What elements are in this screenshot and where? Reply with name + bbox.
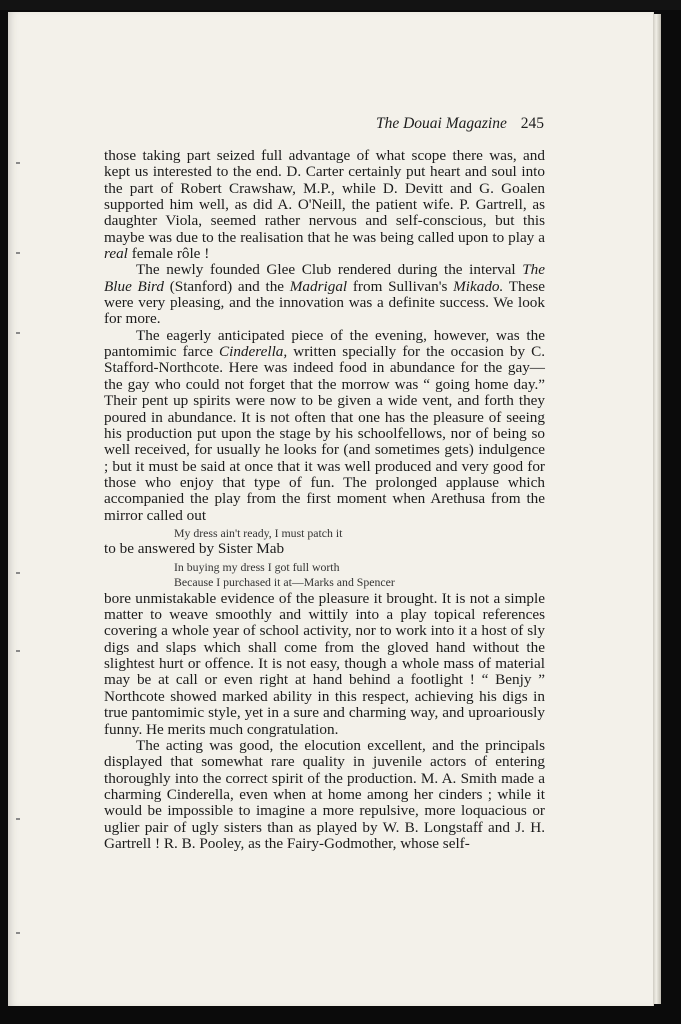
quote-sister-mab	[174, 560, 545, 591]
text-run: (Stanford) and the	[169, 277, 285, 295]
page-number: 245	[520, 115, 544, 132]
scan-top-band	[0, 0, 681, 10]
line-between-quotes: to be answered by Sister Mab	[104, 540, 285, 558]
paragraph-continued	[104, 148, 545, 262]
paragraph-text: those taking part seized full advantage of what scope there was, and kept us interested to the end. D. Carter certainly put heart and soul into the part of Robert Crawshaw, M.P., while D. Devitt and G. Goalen supported him well, as did A. O'Neill, the patient wife. P. Gartrell, as daughter Viola, seemed rather nervous and self-conscious, but this maybe was due to the realisation that he was being called upon to play a	[104, 147, 545, 246]
page-edge	[653, 14, 661, 1004]
quote-line: In buying my dress I got full worth	[174, 559, 340, 574]
italic-word: real	[104, 245, 128, 263]
paragraph-cinderella	[104, 328, 545, 524]
quote-line: My dress ain't ready, I must patch it	[174, 525, 343, 540]
paragraph-evidence: bore unmistakable evidence of the pleasure it brought. It is not a simple matter to weave smoothly and wittily into a play topical references covering a whole year of school activity, nor to work into it a host of sly digs and slaps which shall come from the gloved hand without the slightest hurt or offence. It is not easy, though a whole mass of material may be at call or even right at hand behind a footlight ! “ Benjy ” Northcote showed marked ability in this respect, achieving his digs in true pantomimic style, yet in a sure and charming way, and uproariously funny. He merits much congratulation.	[104, 589, 545, 738]
paragraph-acting: The acting was good, the elocution excellent, and the principals displayed that somewhat rare quality in juvenile actors of entering thoroughly into the correct spirit of the production. M. A. Smith made a charming Cinderella, even when at home among her cinders ; while it would be impossible to imagine a more repulsive, more loquacious or uglier pair of ugly sisters than as played by W. B. Longstaff and J. H. Gartrell ! R. B. Pooley, as the Fairy-Godmother, whose self-	[104, 736, 545, 852]
italic-title: Cinderella,	[218, 343, 288, 361]
magazine-title: The Douai Magazine	[375, 115, 507, 132]
text-run: The eagerly anticipated piece of the evening, however, was the pantomimic farce	[104, 326, 545, 361]
italic-title: Madrigal	[289, 277, 348, 295]
italic-title: Mikado.	[453, 277, 504, 295]
text-run: The newly founded Glee Club rendered during the interval	[136, 261, 516, 279]
text-run: These were very pleasing, and the innovation was a definite success. We look for more.	[104, 277, 546, 328]
article-body	[104, 148, 545, 852]
text-run: written specially for the occasion by C. Stafford-Northcote. Here was indeed food in abundance for the gay—the gay who could not forget that the morrow was “ going home day.” Their pent up spirits were now to be given a wide vent, and forth they poured in abundance. It is not often that one has the pleasure of seeing his production put upon the stage by his schoolfellows, nor of being so well received, for usually he looks for (and sometimes gets) indulgence ; but it must be said at once that it was well produced and very good for those who enjoy that type of fun. The prolonged applause which accompanied the play from the first moment when Arethusa from the mirror called out	[104, 343, 546, 524]
paragraph-glee-club	[104, 262, 545, 327]
text-run: from Sullivan's	[352, 277, 448, 295]
running-header	[104, 115, 544, 133]
quote-line: Because I purchased it at—Marks and Spencer	[174, 575, 395, 590]
quote-arethusa	[174, 526, 545, 542]
paragraph-text-end: female rôle !	[131, 245, 210, 263]
italic-title: The Blue Bird	[104, 261, 546, 295]
